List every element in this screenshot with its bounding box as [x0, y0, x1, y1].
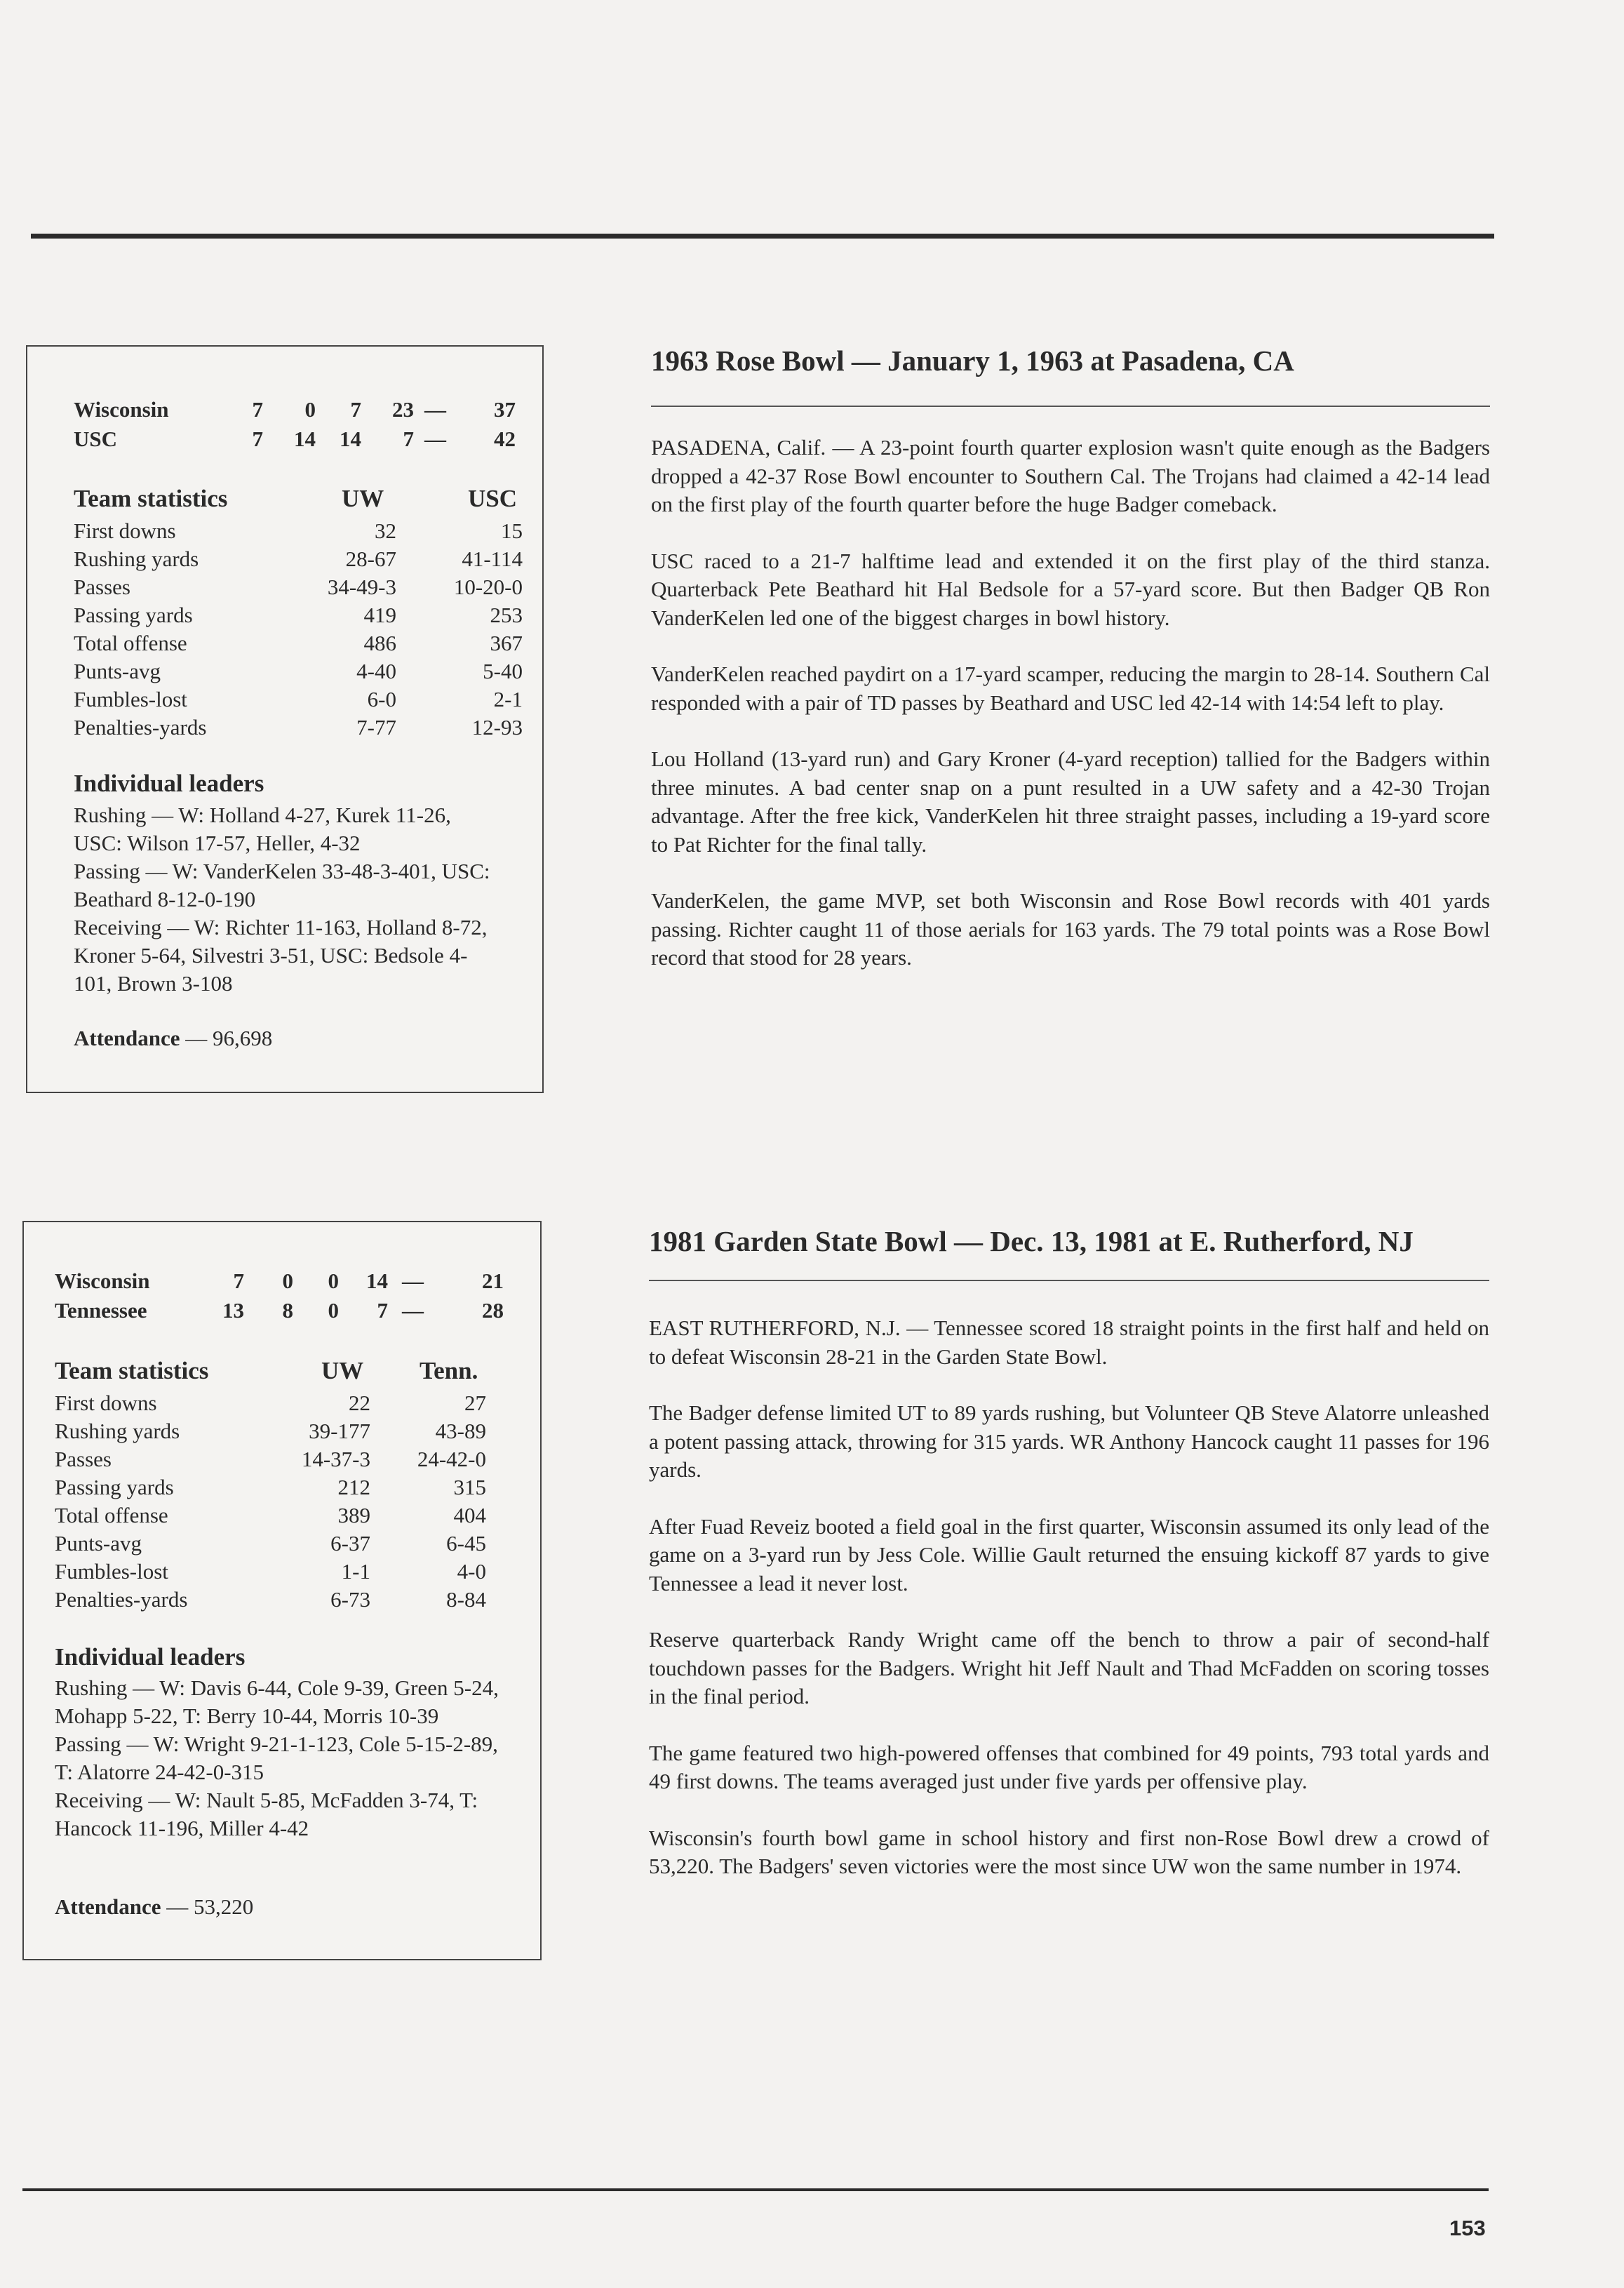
team-name: Tennessee	[55, 1298, 147, 1323]
story-paragraph: VanderKelen reached paydirt on a 17-yard scamper, reducing the margin to 28-14. Southern Cal responded with a pair of TD passes by Beathard and USC led 42-14 with 14:54 left to play.	[651, 662, 1490, 715]
game1-linescore	[74, 397, 516, 456]
stat-opp: 404	[453, 1503, 486, 1527]
stat-label: Passes	[74, 575, 130, 599]
stat-label: Fumbles-lost	[55, 1559, 168, 1584]
story-paragraph: After Fuad Reveiz booted a field goal in the first quarter, Wisconsin assumed its only lead of the game on a 3-yard run by Jess Cole. Willie Gault returned the ensuing kickoff 87 yards to give Tennessee a lead it never lost.	[649, 1513, 1489, 1595]
attendance-value: — 96,698	[180, 1026, 273, 1050]
stat-uw: 1-1	[341, 1559, 370, 1584]
story-paragraph: Wisconsin's fourth bowl game in school history and first non-Rose Bowl drew a crowd of 53,220. The Badgers' seven victories were the most since UW won the same number in 1974.	[649, 1825, 1489, 1878]
stat-uw: 4-40	[356, 659, 396, 683]
q1: 7	[252, 397, 263, 422]
stats-row	[74, 687, 523, 715]
game2-leaders-text	[55, 1674, 504, 1842]
stats-heading: Team statistics	[74, 485, 228, 512]
leader-line: Rushing — W: Holland 4-27, Kurek 11-26, USC: Wilson 17-57, Heller, 4-32	[74, 803, 451, 855]
leader-line: Receiving — W: Richter 11-163, Holland 8-72, Kroner 5-64, Silvestri 3-51, USC: Bedsole 4-101, Brown 3-108	[74, 915, 488, 996]
story-paragraph: The Badger defense limited UT to 89 yards rushing, but Volunteer QB Steve Alatorre unleashed a potent passing attack, throwing for 315 yards. WR Anthony Hancock caught 11 passes for 196 yards.	[649, 1400, 1489, 1482]
attendance-label: Attendance	[74, 1026, 180, 1050]
stats-col-opp: USC	[468, 485, 518, 512]
team-name: Wisconsin	[74, 397, 169, 422]
q3: 0	[328, 1269, 339, 1293]
stat-uw: 6-73	[330, 1587, 370, 1612]
stat-label: Rushing yards	[74, 547, 199, 571]
stat-opp: 10-20-0	[453, 575, 523, 599]
stats-col-uw: UW	[321, 1357, 364, 1384]
stats-row	[55, 1531, 504, 1559]
stat-label: Fumbles-lost	[74, 687, 187, 711]
stats-row	[55, 1559, 504, 1587]
top-rule	[31, 234, 1494, 239]
stats-header	[55, 1357, 504, 1391]
stats-row	[55, 1475, 504, 1503]
q2: 0	[304, 397, 316, 422]
story-paragraph: USC raced to a 21-7 halftime lead and extended it on the first play of the third stanza. Quarterback Pete Beathard hit Hal Bedsole for a 57-yard score. But then Badger QB Ron VanderKelen led one of the biggest charges in bowl history.	[651, 548, 1490, 630]
stat-opp: 24-42-0	[417, 1447, 486, 1471]
stat-opp: 15	[501, 519, 523, 543]
stat-label: Passing yards	[74, 603, 193, 627]
stat-label: Rushing yards	[55, 1419, 180, 1443]
stat-label: Passing yards	[55, 1475, 174, 1499]
stat-uw: 7-77	[356, 715, 396, 740]
stat-label: Passes	[55, 1447, 112, 1471]
stat-opp: 43-89	[435, 1419, 486, 1443]
game1-story	[651, 434, 1490, 1001]
q3: 14	[340, 427, 361, 451]
story-paragraph: VanderKelen, the game MVP, set both Wisconsin and Rose Bowl records with 401 yards passing. Richter caught 11 of those aerials for 163 yards. The 79 total points was a Rose Bowl record that stood for 28 years.	[651, 888, 1490, 970]
stats-heading: Team statistics	[55, 1357, 209, 1384]
leader-line: Receiving — W: Nault 5-85, McFadden 3-74, T: Hancock 11-196, Miller 4-42	[55, 1788, 478, 1840]
stats-row	[74, 603, 523, 631]
stat-opp: 367	[490, 631, 523, 655]
stats-row	[74, 659, 523, 687]
game1-stats-box	[26, 345, 544, 1093]
game2-linescore	[55, 1269, 504, 1327]
page-number: 153	[1449, 2216, 1486, 2240]
dash: —	[424, 427, 446, 451]
game1-team-statistics	[74, 485, 523, 743]
stat-opp: 253	[490, 603, 523, 627]
bottom-rule	[22, 2188, 1489, 2191]
game2-linescore-row-tennessee	[55, 1298, 504, 1327]
q4: 7	[403, 427, 414, 451]
attendance-value: — 53,220	[161, 1894, 254, 1919]
q1: 7	[233, 1269, 244, 1293]
game1-leaders-text	[74, 801, 502, 998]
game2-story	[649, 1314, 1489, 1909]
game1-linescore-row-wisconsin	[74, 397, 516, 427]
stat-uw: 28-67	[345, 547, 396, 571]
stats-row	[74, 575, 523, 603]
story-paragraph: EAST RUTHERFORD, N.J. — Tennessee scored 18 straight points in the first half and held on to defeat Wisconsin 28-21 in the Garden State Bowl.	[649, 1316, 1489, 1369]
game1-title: 1963 Rose Bowl — January 1, 1963 at Pasadena, CA	[651, 344, 1294, 377]
stat-label: Penalties-yards	[55, 1587, 188, 1612]
q1: 7	[252, 427, 263, 451]
total: 21	[482, 1269, 504, 1293]
stat-opp: 5-40	[483, 659, 523, 683]
stat-uw: 14-37-3	[301, 1447, 370, 1471]
team-name: USC	[74, 427, 118, 451]
q3: 7	[350, 397, 361, 422]
q4: 14	[366, 1269, 388, 1293]
story-paragraph: PASADENA, Calif. — A 23-point fourth quarter explosion wasn't quite enough as the Badgers dropped a 42-37 Rose Bowl encounter to Southern Cal. The Trojans had claimed a 42-14 lead on the first play of the fourth quarter before the huge Badger comeback.	[651, 435, 1490, 516]
stat-opp: 41-114	[462, 547, 523, 571]
stat-label: Total offense	[55, 1503, 168, 1527]
stat-label: Punts-avg	[55, 1531, 142, 1556]
stat-opp: 4-0	[457, 1559, 486, 1584]
total: 28	[482, 1298, 504, 1323]
story-paragraph: Lou Holland (13-yard run) and Gary Kroner (4-yard reception) tallied for the Badgers within three minutes. A bad center snap on a punt resulted in a UW safety and a 42-30 Trojan advantage. After the free kick, VanderKelen hit three straight passes, including a 19-yard score to Pat Richter for the final tally.	[651, 747, 1490, 857]
q2: 14	[294, 427, 316, 451]
stat-opp: 27	[464, 1391, 486, 1415]
story-paragraph: Reserve quarterback Randy Wright came off the bench to throw a pair of second-half touchdown passes for the Badgers. Wright hit Jeff Nault and Thad McFadden on scoring tosses in the final period.	[649, 1627, 1489, 1708]
leader-line: Passing — W: VanderKelen 33-48-3-401, USC: Beathard 8-12-0-190	[74, 859, 490, 911]
stat-uw: 6-0	[367, 687, 396, 711]
game2-leaders-heading: Individual leaders	[55, 1643, 246, 1671]
dash: —	[402, 1298, 424, 1323]
game2-stats-box	[22, 1221, 542, 1960]
q4: 23	[392, 397, 414, 422]
q4: 7	[377, 1298, 388, 1323]
team-name: Wisconsin	[55, 1269, 150, 1293]
stat-label: First downs	[74, 519, 176, 543]
stats-header	[74, 485, 523, 519]
stat-uw: 486	[363, 631, 396, 655]
leader-line: Passing — W: Wright 9-21-1-123, Cole 5-15-2-89, T: Alatorre 24-42-0-315	[55, 1732, 498, 1784]
q2: 0	[282, 1269, 293, 1293]
stat-uw: 419	[363, 603, 396, 627]
dash: —	[424, 397, 446, 422]
stat-label: Penalties-yards	[74, 715, 207, 740]
total: 42	[494, 427, 516, 451]
stats-row	[55, 1419, 504, 1447]
stat-label: Total offense	[74, 631, 187, 655]
game2-team-statistics	[55, 1357, 504, 1615]
stat-uw: 6-37	[330, 1531, 370, 1556]
stats-row	[55, 1587, 504, 1615]
stats-row	[55, 1391, 504, 1419]
stats-row	[74, 547, 523, 575]
stats-col-uw: UW	[342, 485, 384, 512]
dash: —	[402, 1269, 424, 1293]
story-paragraph: The game featured two high-powered offenses that combined for 49 points, 793 total yards and 49 first downs. The teams averaged just under five yards per offensive play.	[649, 1740, 1489, 1793]
game2-attendance	[55, 1894, 253, 1920]
q3: 0	[328, 1298, 339, 1323]
stat-uw: 389	[337, 1503, 370, 1527]
game2-title: 1981 Garden State Bowl — Dec. 13, 1981 at E. Rutherford, NJ	[649, 1225, 1414, 1257]
total: 37	[494, 397, 516, 422]
stat-uw: 32	[375, 519, 396, 543]
stats-col-opp: Tenn.	[420, 1357, 478, 1384]
game1-linescore-row-usc	[74, 427, 516, 456]
stats-row	[55, 1503, 504, 1531]
game1-title-rule	[651, 406, 1490, 407]
game2-title-rule	[649, 1280, 1489, 1281]
stat-uw: 22	[349, 1391, 370, 1415]
leader-line: Rushing — W: Davis 6-44, Cole 9-39, Green 5-24, Mohapp 5-22, T: Berry 10-44, Morris 10-39	[55, 1675, 499, 1728]
stat-opp: 8-84	[446, 1587, 486, 1612]
stats-row	[74, 519, 523, 547]
stats-row	[74, 715, 523, 743]
stat-label: Punts-avg	[74, 659, 161, 683]
q1: 13	[222, 1298, 244, 1323]
stat-uw: 39-177	[309, 1419, 370, 1443]
stat-uw: 34-49-3	[327, 575, 396, 599]
game1-attendance	[74, 1026, 272, 1051]
stats-row	[74, 631, 523, 659]
stat-label: First downs	[55, 1391, 157, 1415]
q2: 8	[282, 1298, 293, 1323]
stat-opp: 2-1	[493, 687, 523, 711]
stat-uw: 212	[337, 1475, 370, 1499]
game1-leaders-heading: Individual leaders	[74, 770, 264, 797]
stats-row	[55, 1447, 504, 1475]
stat-opp: 315	[453, 1475, 486, 1499]
attendance-label: Attendance	[55, 1894, 161, 1919]
stat-opp: 6-45	[446, 1531, 486, 1556]
stat-opp: 12-93	[471, 715, 523, 740]
game2-linescore-row-wisconsin	[55, 1269, 504, 1298]
